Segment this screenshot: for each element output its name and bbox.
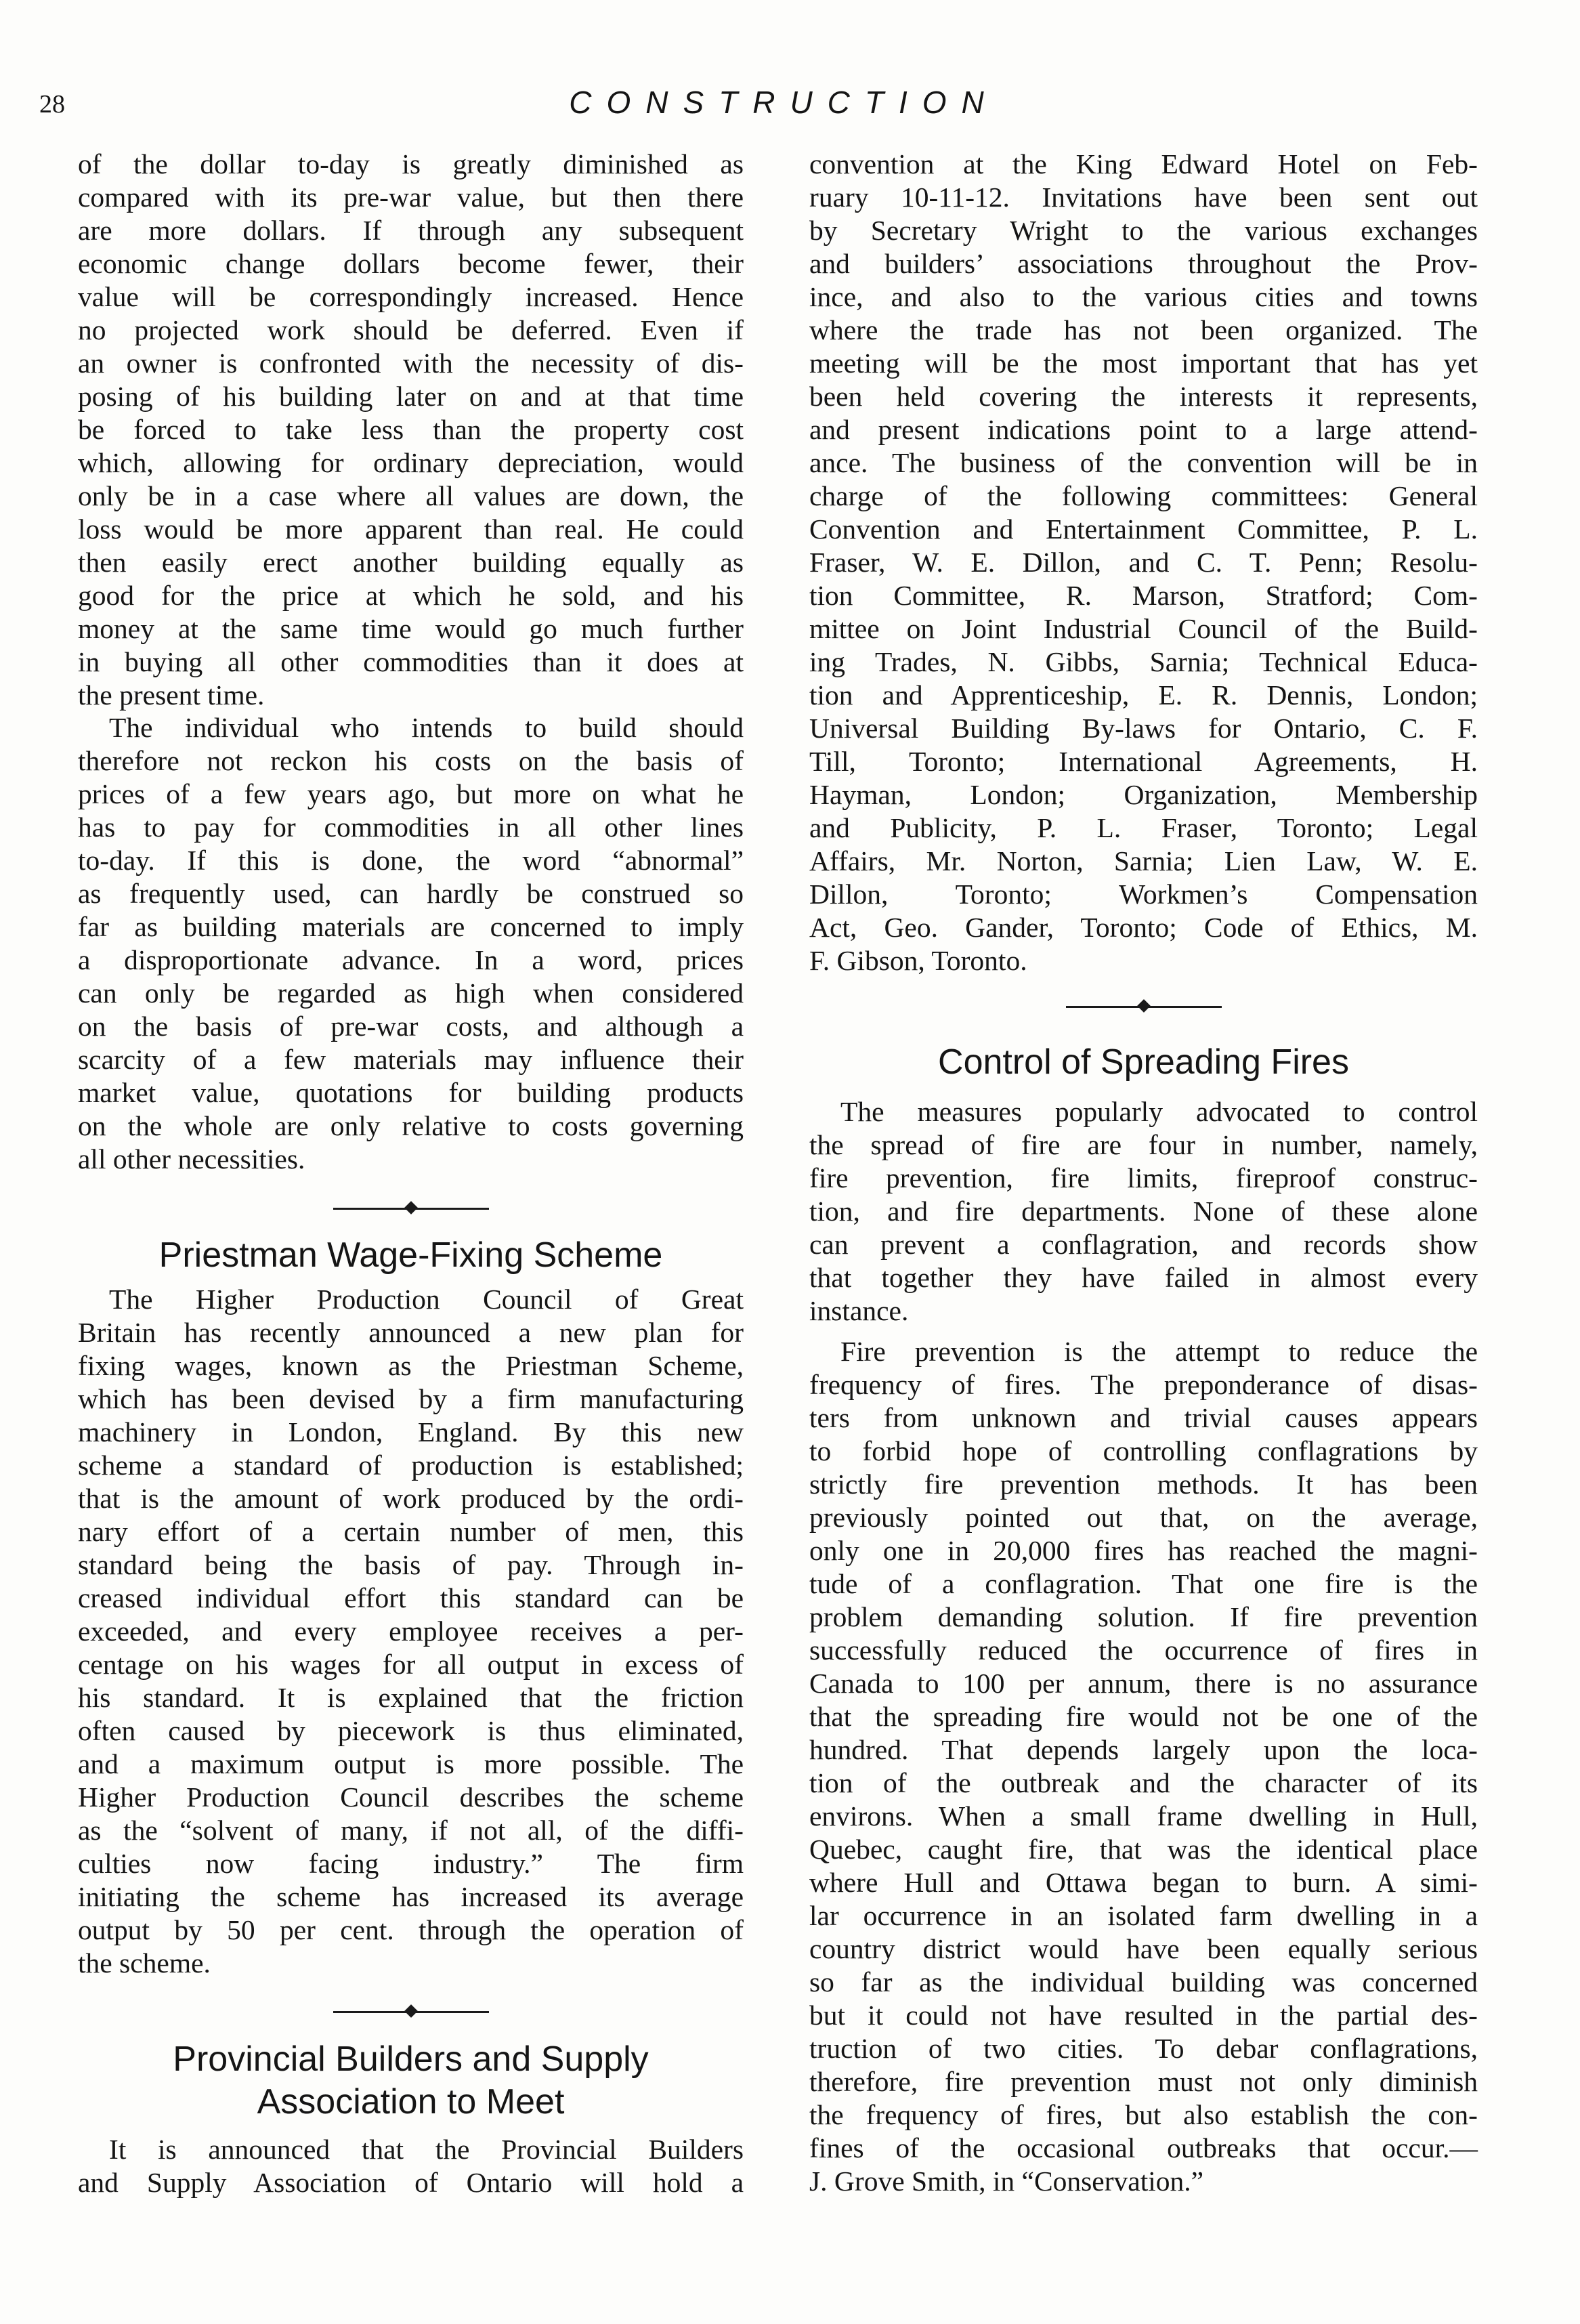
text-line: no projected work should be deferred. Even if [78, 314, 744, 345]
text-line: strictly fire prevention methods. It has been [809, 1469, 1478, 1500]
text-line: successfully reduced the occurrence of fires in [809, 1634, 1478, 1666]
text-line: Fire prevention is the attempt to reduce the [840, 1336, 1478, 1367]
text-line: ance. The business of the convention will be in [809, 447, 1478, 478]
text-line: scheme a standard of production is established; [78, 1450, 744, 1481]
text-line: previously pointed out that, on the average, [809, 1502, 1478, 1533]
text-line: It is announced that the Provincial Builders [109, 2134, 744, 2165]
text-line: fixing wages, known as the Priestman Scheme, [78, 1350, 744, 1381]
text-line: The Higher Production Council of Great [109, 1284, 744, 1315]
diamond-ornament-icon [404, 2004, 418, 2018]
text-line: Fraser, W. E. Dillon, and C. T. Penn; Resolu- [809, 547, 1478, 578]
text-line: J. Grove Smith, in “Conservation.” [809, 2165, 1204, 2197]
text-line: and Supply Association of Ontario will hold a [78, 2167, 744, 2198]
text-line: prices of a few years ago, but more on what he [78, 778, 744, 809]
text-line: but it could not have resulted in the partial des- [809, 2000, 1478, 2031]
text-line: often caused by piecework is thus eliminated, [78, 1715, 744, 1746]
text-line: an owner is confronted with the necessity of dis- [78, 347, 744, 379]
text-line: far as building materials are concerned to imply [78, 911, 744, 942]
text-line: Dillon, Toronto; Workmen’s Compensation [809, 879, 1478, 910]
section-divider [78, 1202, 744, 1215]
text-line: can only be regarded as high when considered [78, 977, 744, 1009]
text-line: Convention and Entertainment Committee, P. L. [809, 513, 1478, 545]
text-line: good for the price at which he sold, and his [78, 580, 744, 611]
text-line: lar occurrence in an isolated farm dwelling in a [809, 1900, 1478, 1931]
priestman-paragraph [78, 1283, 744, 1980]
fires-paragraph-1 [809, 1095, 1478, 1328]
text-line: on the whole are only relative to costs governing [78, 1110, 744, 1141]
diamond-ornament-icon [1137, 999, 1151, 1013]
text-line: loss would be more apparent than real. He could [78, 513, 744, 545]
text-line: tion of the outbreak and the character of its [809, 1767, 1478, 1798]
text-line: has to pay for commodities in all other lines [78, 811, 744, 843]
text-line: country district would have been equally serious [809, 1933, 1478, 1964]
text-line: posing of his building later on and at that time [78, 381, 744, 412]
text-line: tion and Apprenticeship, E. R. Dennis, London; [809, 679, 1478, 711]
text-line: and a maximum output is more possible. The [78, 1748, 744, 1779]
text-line: machinery in London, England. By this new [78, 1416, 744, 1448]
text-line: the spread of fire are four in number, namely, [809, 1129, 1478, 1160]
text-line: only be in a case where all values are down, the [78, 480, 744, 511]
text-line: Act, Geo. Gander, Toronto; Code of Ethics, M. [809, 912, 1478, 943]
section-divider [78, 2005, 744, 2019]
text-line: so far as the individual building was concerned [809, 1966, 1478, 1998]
text-line: that the spreading fire would not be one of the [809, 1701, 1478, 1732]
text-line: Affairs, Mr. Norton, Sarnia; Lien Law, W. E. [809, 845, 1478, 876]
text-line: Control of Spreading Fires [938, 1042, 1349, 1082]
text-line: and Publicity, P. L. Fraser, Toronto; Legal [809, 812, 1478, 843]
heading-priestman-scheme [78, 1234, 744, 1277]
text-line: economic change dollars become fewer, their [78, 248, 744, 279]
text-line: culties now facing industry.” The firm [78, 1848, 744, 1879]
text-line: that together they have failed in almost every [809, 1262, 1478, 1293]
text-line: creased individual effort this standard can be [78, 1582, 744, 1613]
text-line: in buying all other commodities than it does at [78, 646, 744, 677]
provincial-builders-paragraph-cont [809, 148, 1478, 977]
text-line: which, allowing for ordinary depreciation, would [78, 447, 744, 478]
text-line: as frequently used, can hardly be construed so [78, 878, 744, 909]
text-line: Quebec, caught fire, that was the identical place [809, 1834, 1478, 1865]
text-line: are more dollars. If through any subsequent [78, 215, 744, 246]
fires-paragraph-2 [809, 1335, 1478, 2198]
text-line: can prevent a conflagration, and records show [809, 1229, 1478, 1260]
text-line: meeting will be the most important that has yet [809, 347, 1478, 379]
text-line: been held covering the interests it represents, [809, 381, 1478, 412]
text-line: The measures popularly advocated to control [840, 1096, 1478, 1127]
text-line: initiating the scheme has increased its average [78, 1881, 744, 1912]
text-line: his standard. It is explained that the friction [78, 1682, 744, 1713]
text-line: therefore, fire prevention must not only diminish [809, 2066, 1478, 2097]
text-line: Britain has recently announced a new plan for [78, 1317, 744, 1348]
text-line: nary effort of a certain number of men, this [78, 1516, 744, 1547]
text-line: hundred. That depends largely upon the loca- [809, 1734, 1478, 1765]
text-line: all other necessities. [78, 1143, 305, 1175]
text-line: and present indications point to a large attend- [809, 414, 1478, 445]
text-line: output by 50 per cent. through the operation of [78, 1914, 744, 1945]
text-line: value will be correspondingly increased. Hence [78, 281, 744, 312]
page-number: 28 [39, 90, 65, 119]
text-line: and builders’ associations throughout the Prov- [809, 248, 1478, 279]
text-line: exceeded, and every employee receives a per- [78, 1615, 744, 1647]
text-line: ince, and also to the various cities and towns [809, 281, 1478, 312]
text-line: Universal Building By-laws for Ontario, C. F. [809, 713, 1478, 744]
text-line: which has been devised by a firm manufacturing [78, 1383, 744, 1414]
text-line: fire prevention, fire limits, fireproof construc- [809, 1162, 1478, 1193]
heading-control-of-fires [809, 1041, 1478, 1084]
text-line: Higher Production Council describes the scheme [78, 1781, 744, 1813]
diamond-ornament-icon [404, 1201, 418, 1214]
text-line: fines of the occasional outbreaks that occur.— [809, 2132, 1478, 2163]
heading-provincial-builders [78, 2038, 744, 2124]
section-divider [809, 1000, 1478, 1013]
text-line: truction of two cities. To debar conflagrations, [809, 2033, 1478, 2064]
text-line: money at the same time would go much further [78, 613, 744, 644]
text-line: F. Gibson, Toronto. [809, 945, 1027, 976]
text-line: to forbid hope of controlling conflagrations by [809, 1435, 1478, 1466]
publication-title: CONSTRUCTION [569, 85, 999, 120]
text-line: that is the amount of work produced by the ordi- [78, 1483, 744, 1514]
provincial-builders-paragraph-start [78, 2133, 744, 2199]
text-line: ruary 10-11-12. Invitations have been sent out [809, 182, 1478, 213]
text-line: to-day. If this is done, the word “abnormal” [78, 845, 744, 876]
text-line: compared with its pre-war value, but then there [78, 182, 744, 213]
text-line: the present time. [78, 679, 265, 711]
text-line: frequency of fires. The preponderance of disas- [809, 1369, 1478, 1400]
text-line: Provincial Builders and Supply [173, 2040, 649, 2079]
text-line: convention at the King Edward Hotel on Feb- [809, 148, 1478, 179]
text-line: the frequency of fires, but also establish the con- [809, 2099, 1478, 2130]
text-line: then easily erect another building equally as [78, 547, 744, 578]
text-line: market value, quotations for building products [78, 1077, 744, 1108]
text-line: of the dollar to-day is greatly diminished as [78, 148, 744, 179]
article-continued-paragraph-1 [78, 148, 744, 712]
text-line: Till, Toronto; International Agreements, H. [809, 746, 1478, 777]
text-line: scarcity of a few materials may influence their [78, 1044, 744, 1075]
text-line: on the basis of pre-war costs, and although a [78, 1011, 744, 1042]
text-line: The individual who intends to build should [109, 712, 744, 743]
text-line: tude of a conflagration. That one fire is the [809, 1568, 1478, 1599]
text-line: ing Trades, N. Gibbs, Sarnia; Technical Educa- [809, 646, 1478, 677]
text-line: environs. When a small frame dwelling in Hull, [809, 1800, 1478, 1832]
text-line: charge of the following committees: General [809, 480, 1478, 511]
text-line: ters from unknown and trivial causes appears [809, 1402, 1478, 1433]
text-line: standard being the basis of pay. Through in- [78, 1549, 744, 1580]
text-line: be forced to take less than the property cost [78, 414, 744, 445]
text-line: tion, and fire departments. None of these alone [809, 1196, 1478, 1227]
article-continued-paragraph-2 [78, 711, 744, 1176]
text-line: only one in 20,000 fires has reached the magni- [809, 1535, 1478, 1566]
text-line: Association to Meet [257, 2082, 565, 2121]
text-line: tion Committee, R. Marson, Stratford; Com- [809, 580, 1478, 611]
text-line: a disproportionate advance. In a word, prices [78, 944, 744, 975]
text-line: instance. [809, 1295, 909, 1326]
text-line: where the trade has not been organized. The [809, 314, 1478, 345]
text-line: therefore not reckon his costs on the basis of [78, 745, 744, 776]
text-line: the scheme. [78, 1947, 211, 1979]
text-line: Hayman, London; Organization, Membership [809, 779, 1478, 810]
text-line: Canada to 100 per annum, there is no assurance [809, 1668, 1478, 1699]
text-line: as the “solvent of many, if not all, of the diffi- [78, 1815, 744, 1846]
text-line: Priestman Wage-Fixing Scheme [158, 1235, 663, 1275]
text-line: where Hull and Ottawa began to burn. A simi- [809, 1867, 1478, 1898]
text-line: by Secretary Wright to the various exchanges [809, 215, 1478, 246]
text-line: centage on his wages for all output in excess of [78, 1649, 744, 1680]
text-line: problem demanding solution. If fire prevention [809, 1601, 1478, 1632]
text-line: mittee on Joint Industrial Council of the Build- [809, 613, 1478, 644]
